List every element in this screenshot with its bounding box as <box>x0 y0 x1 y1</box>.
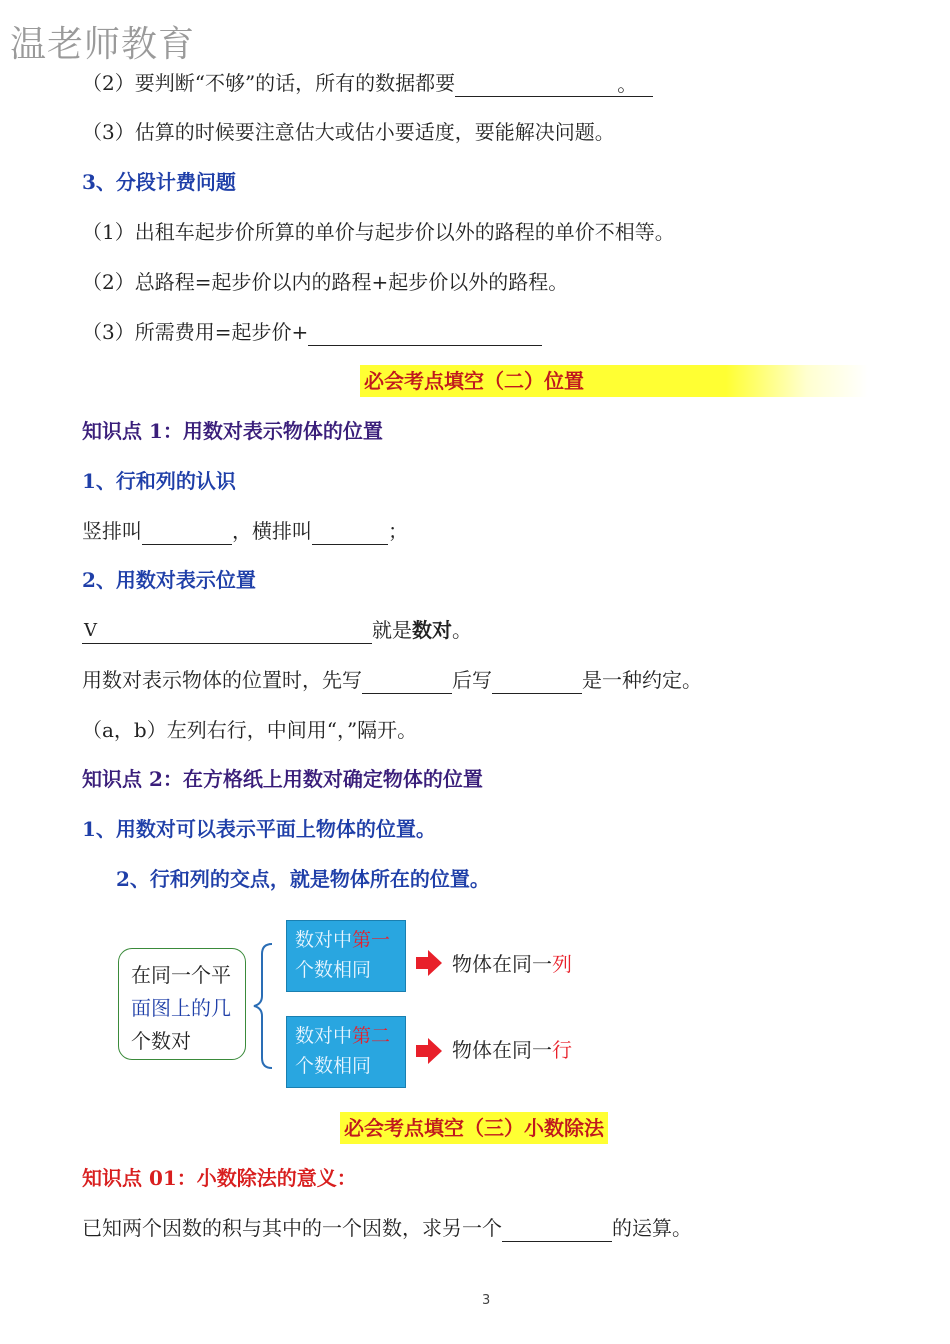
pair-definition-line: V 就是数对。 <box>84 618 472 642</box>
watermark-text: 温老师教育 <box>10 24 196 65</box>
subheading-rows-columns: 1、行和列的认识 <box>82 469 236 493</box>
rows-columns-line: 竖排叫 ，横排叫 ； <box>82 519 408 543</box>
answer-blank[interactable] <box>492 671 582 694</box>
diagram-premise-box: 在同一个平 面图上的几 个数对 <box>118 948 246 1060</box>
answer-blank[interactable] <box>142 522 232 545</box>
knowledge-point-1: 知识点 1：用数对表示物体的位置 <box>82 419 383 443</box>
section-banner-position: 必会考点填空（二）位置 <box>360 365 868 397</box>
diagram-brace-icon <box>250 940 286 1072</box>
section-banner-decimal-division: 必会考点填空（三）小数除法 <box>340 1112 608 1144</box>
diagram-result-column: 物体在同一列 <box>452 952 572 976</box>
fee-line-1: （1）出租车起步价所算的单价与起步价以外的路程的单价不相等。 <box>82 220 675 244</box>
pair-order-line: 用数对表示物体的位置时，先写 后写 是一种约定。 <box>82 668 702 692</box>
estimation-line-3: （3）估算的时候要注意估大或估小要适度，要能解决问题。 <box>82 120 615 144</box>
grid-point-2: 2、行和列的交点，就是物体所在的位置。 <box>116 867 490 891</box>
page-number: 3 <box>482 1293 491 1308</box>
answer-blank[interactable] <box>502 1219 612 1242</box>
diagram-box-first-same: 数对中第一 个数相同 <box>286 920 406 992</box>
fee-line-2: （2）总路程=起步价以内的路程+起步价以外的路程。 <box>82 270 569 294</box>
diagram-result-row: 物体在同一行 <box>452 1038 572 1062</box>
section-heading-tiered-fee: 3、分段计费问题 <box>82 170 236 194</box>
division-meaning-line: 已知两个因数的积与其中的一个因数，求另一个 的运算。 <box>82 1216 692 1240</box>
answer-blank[interactable]: V <box>82 621 372 644</box>
fee-line-3: （3）所需费用=起步价+ <box>82 318 542 346</box>
answer-blank[interactable] <box>362 671 452 694</box>
pair-format-line: （a，b）左列右行，中间用“，”隔开。 <box>82 718 418 742</box>
answer-blank[interactable] <box>308 323 542 346</box>
knowledge-point-01: 知识点 01：小数除法的意义： <box>82 1166 357 1190</box>
arrow-right-icon <box>414 1036 444 1066</box>
diagram-box-second-same: 数对中第二 个数相同 <box>286 1016 406 1088</box>
subheading-pair-position: 2、用数对表示位置 <box>82 568 256 592</box>
answer-blank[interactable] <box>312 522 388 545</box>
knowledge-point-2: 知识点 2：在方格纸上用数对确定物体的位置 <box>82 767 483 791</box>
answer-blank[interactable]: 。 <box>455 74 615 97</box>
grid-point-1: 1、用数对可以表示平面上物体的位置。 <box>82 817 436 841</box>
estimation-line-2: （2）要判断“不够”的话，所有的数据都要 。 <box>82 69 653 97</box>
arrow-right-icon <box>414 948 444 978</box>
